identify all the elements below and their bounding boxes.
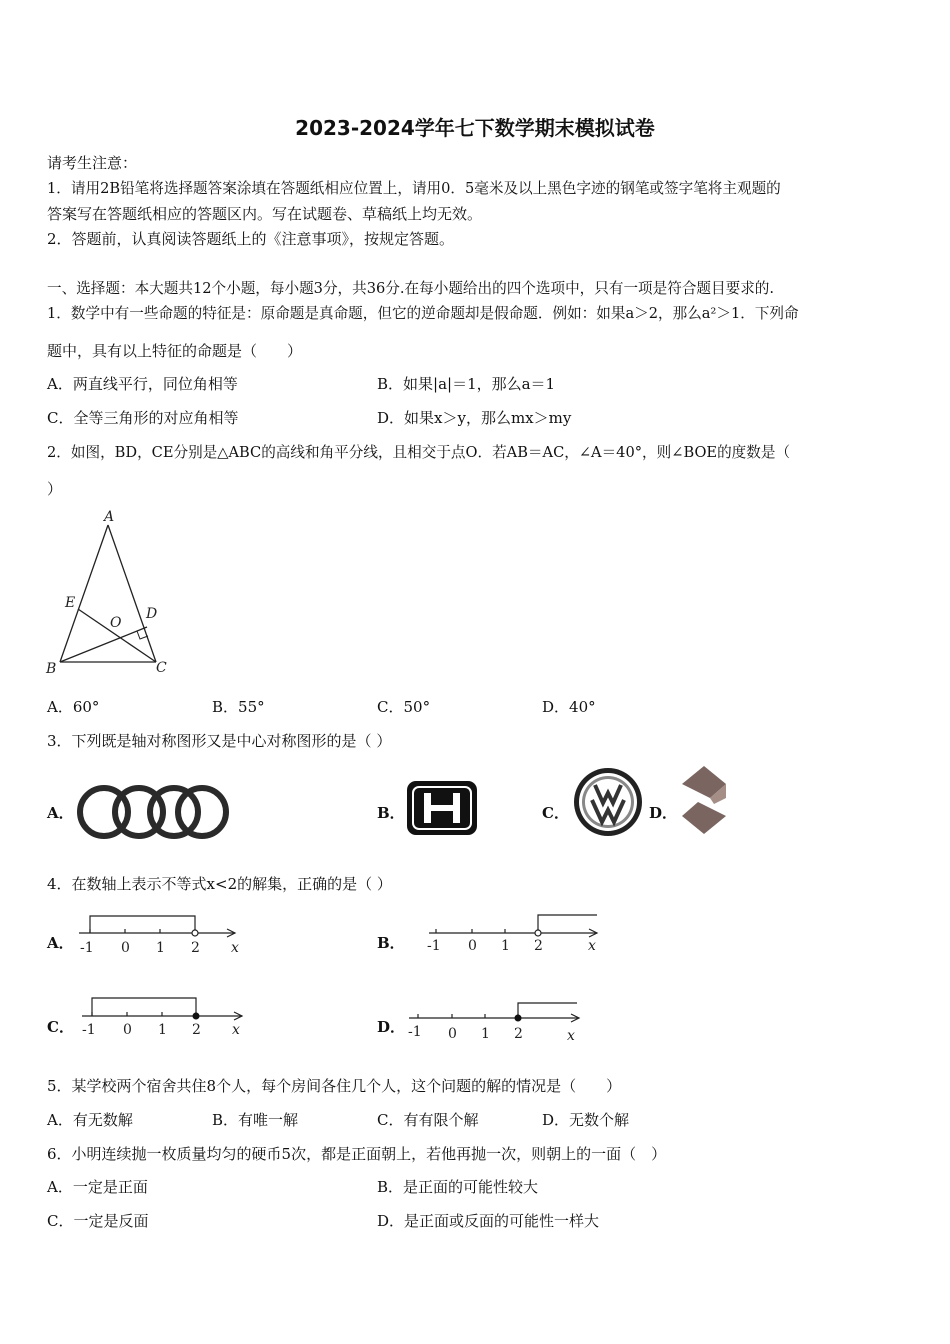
q3-option-c-label: C． [542, 804, 569, 822]
two-parallelogram-logo [676, 762, 732, 838]
open-dot [192, 930, 198, 936]
notice-line-3: 2．答题前，认真阅读答题纸上的《注意事项》，按规定答题。 [47, 230, 455, 248]
section-heading: 一、选择题：本大题共12个小题，每小题3分，共36分.在每小题给出的四个选项中，只有一项是符合题目要求的. [47, 280, 775, 297]
tick-label: 1 [158, 1022, 167, 1038]
q5-option-d: D．无数个解 [542, 1111, 630, 1129]
notice-line-1: 1．请用2B铅笔将选择题答案涂填在答题纸相应位置上，请用0．5毫米及以上黑色字迹的钢笔或签字笔将主观题的 [47, 180, 781, 197]
q1-option-d: D．如果x＞y，那么mx＞my [377, 409, 572, 427]
solution-bracket [538, 915, 597, 933]
axis-label: x [588, 938, 596, 954]
tick-label: 1 [156, 940, 165, 956]
tick-label: -1 [82, 1022, 96, 1038]
solution-bracket [92, 998, 196, 1016]
label-o: O [110, 615, 122, 631]
q3-option-a-label: A． [47, 804, 74, 822]
axis-label: x [231, 940, 239, 956]
tick-label: 0 [448, 1026, 457, 1042]
q1-stem-line1: 1．数学中有一些命题的特征是：原命题是真命题，但它的逆命题却是假命题．例如：如果a＞2，那么a²＞1．下列命 [47, 305, 799, 322]
label-a: A [104, 509, 115, 525]
q2-stem-line1: 2．如图，BD，CE分别是△ABC的高线和角平分线，且相交于点O．若AB＝AC，∠A＝40°，则∠BOE的度数是（ [47, 444, 791, 461]
q2-option-c: C．50° [377, 698, 431, 716]
filled-dot [193, 1013, 200, 1020]
tick-label: 0 [468, 938, 477, 954]
notice-heading: 请考生注意： [47, 154, 138, 172]
q2-option-b: B．55° [212, 698, 265, 716]
page-title: 2023-2024学年七下数学期末模拟试卷 [295, 116, 655, 140]
label-d: D [146, 606, 158, 622]
q5-stem: 5．某学校两个宿舍共住8个人，每个房间各住几个人，这个问题的解的情况是（ ） [47, 1077, 622, 1095]
q6-option-c: C．一定是反面 [47, 1212, 149, 1230]
q4-number-line-c [80, 992, 250, 1042]
q2-option-a: A．60° [47, 698, 100, 716]
q4-number-line-d [405, 994, 587, 1044]
label-c: C [156, 660, 167, 676]
q3-stem: 3．下列既是轴对称图形又是中心对称图形的是（ ） [47, 732, 392, 750]
side-ab [60, 525, 108, 662]
q4-option-c-label: C． [47, 1018, 74, 1036]
altitude-bd [60, 627, 147, 662]
filled-dot [515, 1015, 522, 1022]
tick-label: 1 [501, 938, 510, 954]
q6-option-d: D．是正面或反面的可能性一样大 [377, 1212, 600, 1230]
axis-label: x [232, 1022, 240, 1038]
axis-label: x [567, 1028, 575, 1044]
side-ac [108, 525, 156, 662]
q5-option-a: A．有无数解 [47, 1111, 133, 1129]
q6-option-a: A．一定是正面 [47, 1178, 148, 1196]
label-b: B [46, 661, 57, 677]
q5-option-c: C．有有限个解 [377, 1111, 479, 1129]
q6-stem: 6．小明连续抛一枚质量均匀的硬币5次，都是正面朝上，若他再抛一次，则朝上的一面（ ） [47, 1145, 667, 1163]
q4-stem: 4．在数轴上表示不等式x<2的解集，正确的是（ ） [47, 875, 392, 893]
audi-rings-logo [74, 782, 234, 842]
tick-label: -1 [408, 1024, 422, 1040]
tick-label: 2 [514, 1026, 523, 1042]
q4-option-d-label: D． [377, 1018, 406, 1036]
q2-triangle-figure [40, 505, 180, 680]
tick-label: -1 [427, 938, 441, 954]
solution-bracket [518, 1003, 577, 1018]
tick-label: 2 [192, 1022, 201, 1038]
q1-stem-line2: 题中，具有以上特征的命题是（ ） [47, 342, 303, 360]
tick-label: 0 [123, 1022, 132, 1038]
volkswagen-logo [570, 766, 646, 838]
q6-option-b: B．是正面的可能性较大 [377, 1178, 539, 1196]
q5-option-b: B．有唯一解 [212, 1111, 299, 1129]
q4-number-line-a [75, 910, 250, 958]
tick-label: 1 [481, 1026, 490, 1042]
q4-number-line-b [425, 910, 603, 958]
q2-option-d: D．40° [542, 698, 596, 716]
open-dot [535, 930, 541, 936]
q4-option-b-label: B． [377, 934, 405, 952]
q4-option-a-label: A． [47, 934, 74, 952]
q3-option-d-label: D． [649, 804, 678, 822]
q1-option-b: B．如果|a|＝1，那么a＝1 [377, 375, 556, 393]
label-e: E [65, 595, 76, 611]
tick-label: 2 [534, 938, 543, 954]
q1-option-c: C．全等三角形的对应角相等 [47, 409, 239, 427]
tick-label: 2 [191, 940, 200, 956]
tick-label: 0 [121, 940, 130, 956]
q2-stem-line2: ） [47, 480, 63, 498]
honda-logo [404, 778, 480, 838]
tick-label: -1 [80, 940, 94, 956]
q1-option-a: A．两直线平行，同位角相等 [47, 375, 238, 393]
q3-option-b-label: B． [377, 804, 405, 822]
notice-line-2: 答案写在答题纸相应的答题区内。写在试题卷、草稿纸上均无效。 [47, 205, 483, 223]
solution-bracket [90, 916, 195, 933]
